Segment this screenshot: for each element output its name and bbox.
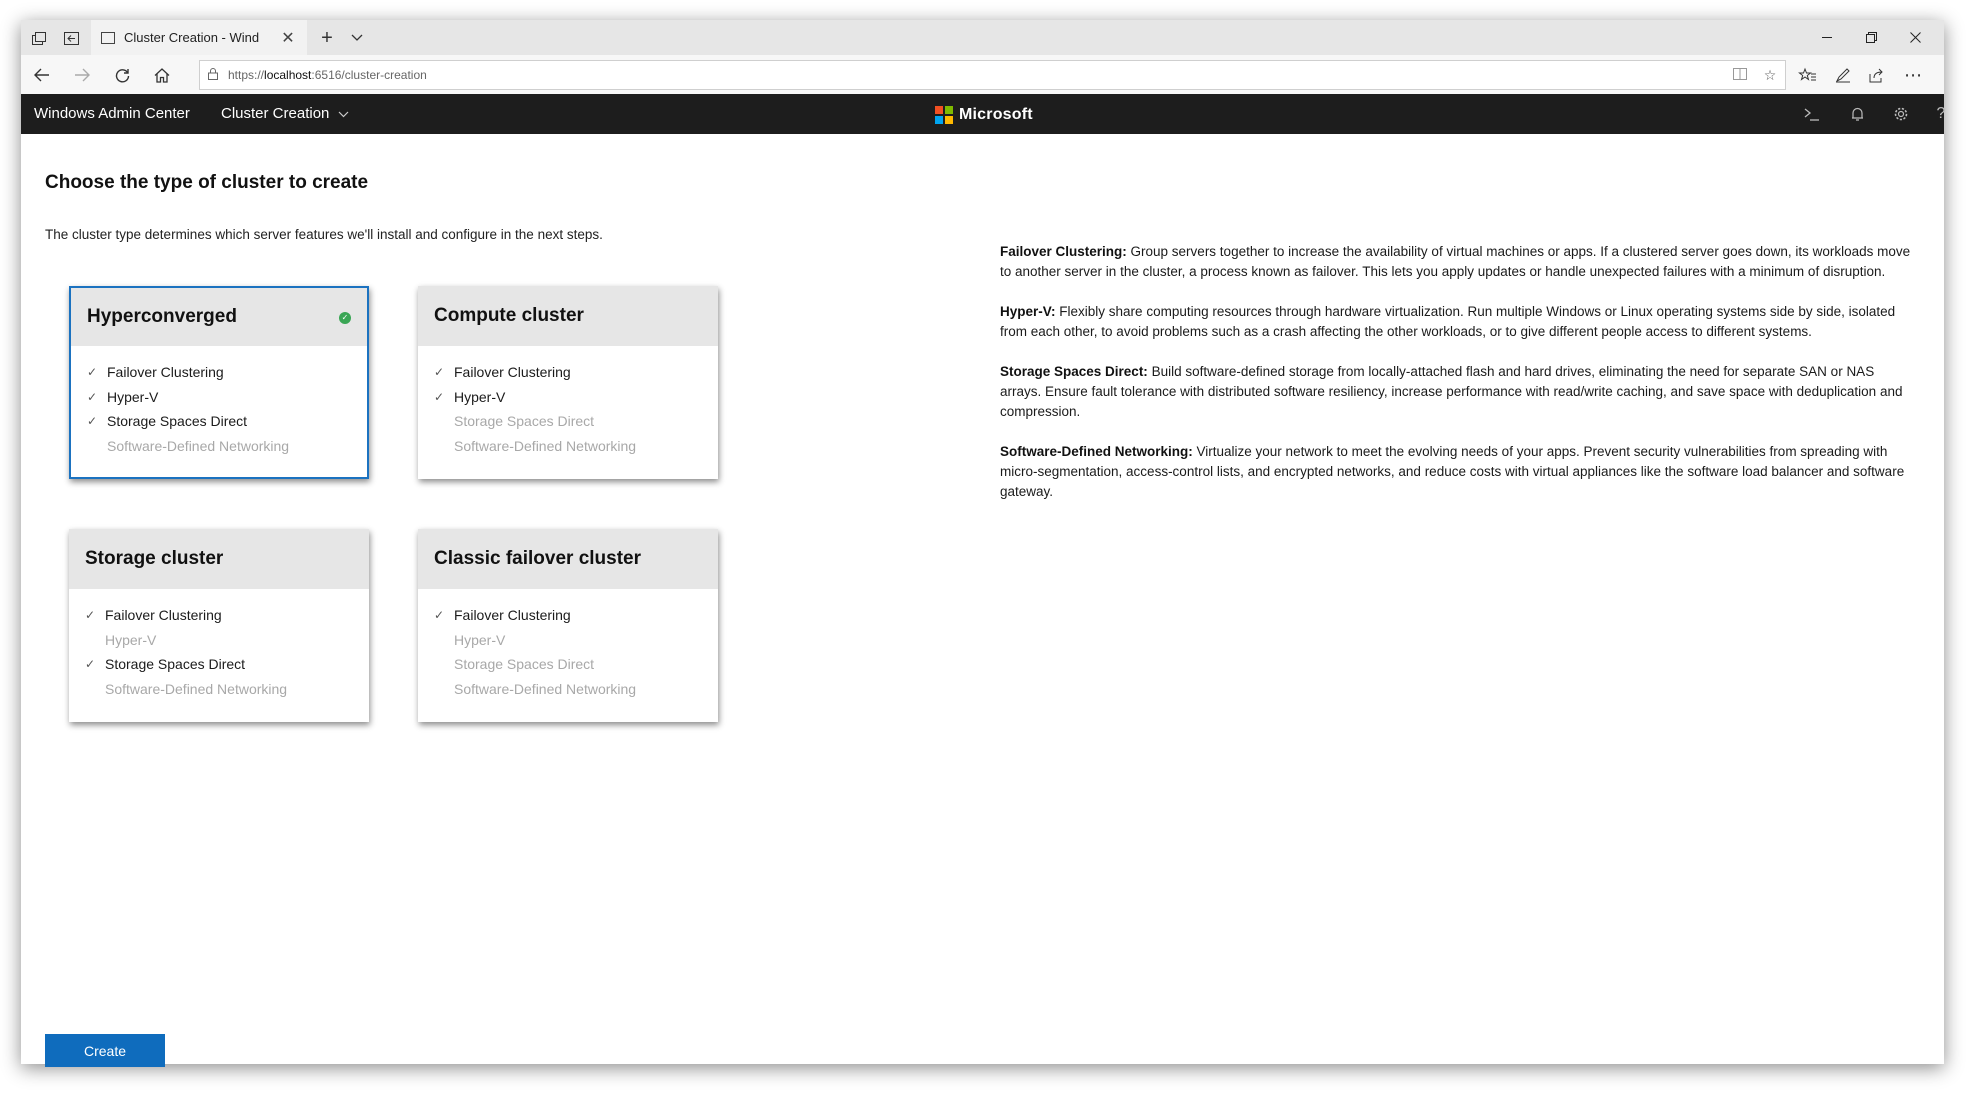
close-icon[interactable] xyxy=(1893,20,1937,55)
card-title: Compute cluster xyxy=(434,305,584,326)
card-title: Classic failover cluster xyxy=(434,548,641,569)
feature-label: Storage Spaces Direct xyxy=(107,413,248,430)
description-term: Software-Defined Networking: xyxy=(1000,444,1193,459)
description-term: Hyper-V: xyxy=(1000,304,1056,319)
share-icon[interactable] xyxy=(1861,61,1893,89)
feature-label: Failover Clustering xyxy=(105,607,222,624)
tab-actions-icon[interactable] xyxy=(25,24,53,52)
set-aside-tabs-icon[interactable] xyxy=(57,24,85,52)
feature-list xyxy=(418,589,718,701)
card-header xyxy=(69,529,369,589)
close-icon[interactable]: ✕ xyxy=(281,29,295,47)
feature-item-disabled xyxy=(87,434,367,459)
reading-view-icon[interactable] xyxy=(1725,67,1755,83)
feature-list xyxy=(71,346,367,458)
tool-switcher[interactable] xyxy=(221,94,349,135)
star-icon[interactable]: ☆ xyxy=(1763,66,1777,83)
check-icon: ✓ xyxy=(85,608,96,623)
help-icon[interactable]: ? xyxy=(1936,105,1946,122)
description-sdn xyxy=(1000,442,1915,502)
check-icon: ✓ xyxy=(87,365,98,380)
feature-label: Software-Defined Networking xyxy=(454,437,637,454)
feature-label: Hyper-V xyxy=(454,388,506,405)
tab-title: Cluster Creation - Wind xyxy=(124,30,260,45)
url-host: localhost xyxy=(264,68,312,82)
feature-item xyxy=(85,652,369,677)
check-icon: ✓ xyxy=(87,414,98,429)
url-path: :6516/cluster-creation xyxy=(311,68,427,82)
feature-item-disabled xyxy=(85,628,369,653)
card-title: Storage cluster xyxy=(85,548,224,569)
feature-item xyxy=(87,360,367,385)
feature-label: Software-Defined Networking xyxy=(454,680,637,697)
back-arrow-icon[interactable] xyxy=(27,61,57,89)
feature-item xyxy=(434,603,718,628)
check-circle-icon: ✓ xyxy=(339,312,351,324)
feature-descriptions xyxy=(1000,242,1915,522)
tab-strip xyxy=(21,20,1944,55)
feature-item-disabled xyxy=(434,677,718,702)
microsoft-logo-icon xyxy=(935,106,953,124)
home-icon[interactable] xyxy=(147,61,177,89)
lock-icon xyxy=(208,68,228,83)
description-text: Group servers together to increase the availability of virtual machines or apps. If a clustered server goes down, its workloads move to another server in the cluster, a process known as failover. This lets you apply updates or handle unexpected failures with a minimum of disruption. xyxy=(1000,244,1911,279)
feature-item xyxy=(434,385,718,410)
bell-icon[interactable] xyxy=(1839,94,1875,134)
feature-label: Hyper-V xyxy=(107,388,159,405)
cluster-card-compute[interactable] xyxy=(418,286,718,479)
chevron-down-icon xyxy=(335,109,349,121)
pen-icon[interactable] xyxy=(1827,61,1859,89)
favorites-hub-icon[interactable] xyxy=(1792,61,1824,89)
browser-tab[interactable] xyxy=(91,20,307,55)
feature-list xyxy=(69,589,369,701)
restore-icon[interactable] xyxy=(1849,20,1893,55)
card-header xyxy=(418,529,718,589)
url-scheme: https:// xyxy=(228,68,265,82)
feature-list xyxy=(418,346,718,458)
feature-item xyxy=(87,385,367,410)
plus-icon[interactable]: + xyxy=(321,26,333,49)
description-text: Virtualize your network to meet the evolving needs of your apps. Prevent security vulnerabilities from spreading with micro-segmentation, access-control lists, and encrypted networks, and reduce costs with virtual appliances like the software load balancer and software gateway. xyxy=(1000,444,1905,499)
chevron-down-icon[interactable] xyxy=(343,24,371,52)
tool-name: Cluster Creation xyxy=(221,105,330,122)
cluster-card-storage[interactable] xyxy=(69,529,369,722)
feature-label: Failover Clustering xyxy=(454,364,571,381)
address-bar[interactable] xyxy=(199,60,1786,90)
page-title: Choose the type of cluster to create xyxy=(45,172,369,193)
description-storage-spaces-direct xyxy=(1000,362,1915,422)
card-header xyxy=(71,288,367,346)
brand-name: Microsoft xyxy=(959,106,1033,123)
feature-label: Hyper-V xyxy=(105,631,157,648)
browser-window xyxy=(21,20,1944,1064)
feature-label: Software-Defined Networking xyxy=(107,437,290,454)
feature-item xyxy=(85,603,369,628)
powershell-icon[interactable] xyxy=(1794,94,1830,134)
card-title: Hyperconverged xyxy=(87,306,237,327)
feature-label: Storage Spaces Direct xyxy=(105,656,246,673)
page-icon xyxy=(101,32,115,44)
page-subtitle: The cluster type determines which server features we'll install and configure in the next steps. xyxy=(45,227,603,242)
description-term: Failover Clustering: xyxy=(1000,244,1127,259)
feature-item xyxy=(87,409,367,434)
app-header xyxy=(21,94,1944,134)
feature-item-disabled xyxy=(85,677,369,702)
feature-label: Hyper-V xyxy=(454,631,506,648)
feature-item-disabled xyxy=(434,652,718,677)
refresh-icon[interactable] xyxy=(107,61,137,89)
cluster-card-hyperconverged[interactable] xyxy=(69,286,369,479)
app-title[interactable]: Windows Admin Center xyxy=(34,105,190,122)
feature-label: Storage Spaces Direct xyxy=(454,656,595,673)
check-icon: ✓ xyxy=(87,389,98,404)
check-icon: ✓ xyxy=(434,389,445,404)
navigation-bar xyxy=(21,55,1944,95)
card-header xyxy=(418,286,718,346)
check-icon: ✓ xyxy=(434,365,445,380)
more-icon[interactable]: ⋯ xyxy=(1904,64,1922,85)
feature-label: Failover Clustering xyxy=(454,607,571,624)
feature-item-disabled xyxy=(434,628,718,653)
description-hyper-v xyxy=(1000,302,1915,342)
feature-label: Storage Spaces Direct xyxy=(454,413,595,430)
feature-label: Failover Clustering xyxy=(107,364,224,381)
create-button[interactable]: Create xyxy=(45,1034,165,1067)
gear-icon[interactable] xyxy=(1883,94,1919,134)
description-text: Flexibly share computing resources through hardware virtualization. Run multiple Windows or Linux operating systems side by side, isolated from each other, to avoid problems such as a crash affecting the other workloads, or to give different people access to different systems. xyxy=(1000,304,1896,339)
description-term: Storage Spaces Direct: xyxy=(1000,364,1148,379)
feature-label: Software-Defined Networking xyxy=(105,680,288,697)
main-content xyxy=(21,134,1944,1064)
microsoft-logo xyxy=(935,106,1033,124)
description-failover-clustering xyxy=(1000,242,1915,282)
description-text: Build software-defined storage from locally-attached flash and hard drives, eliminating the need for separate SAN or NAS arrays. Ensure fault tolerance with distributed software resiliency, increase performance with read/write caching, and save space with deduplication and compression. xyxy=(1000,364,1903,419)
forward-arrow-icon[interactable] xyxy=(67,61,97,89)
minimize-icon[interactable] xyxy=(1805,20,1849,55)
url-text xyxy=(228,68,1725,82)
feature-item-disabled xyxy=(434,409,718,434)
cluster-card-classic-failover[interactable] xyxy=(418,529,718,722)
check-icon: ✓ xyxy=(85,657,96,672)
feature-item-disabled xyxy=(434,434,718,459)
check-icon: ✓ xyxy=(434,608,445,623)
feature-item xyxy=(434,360,718,385)
